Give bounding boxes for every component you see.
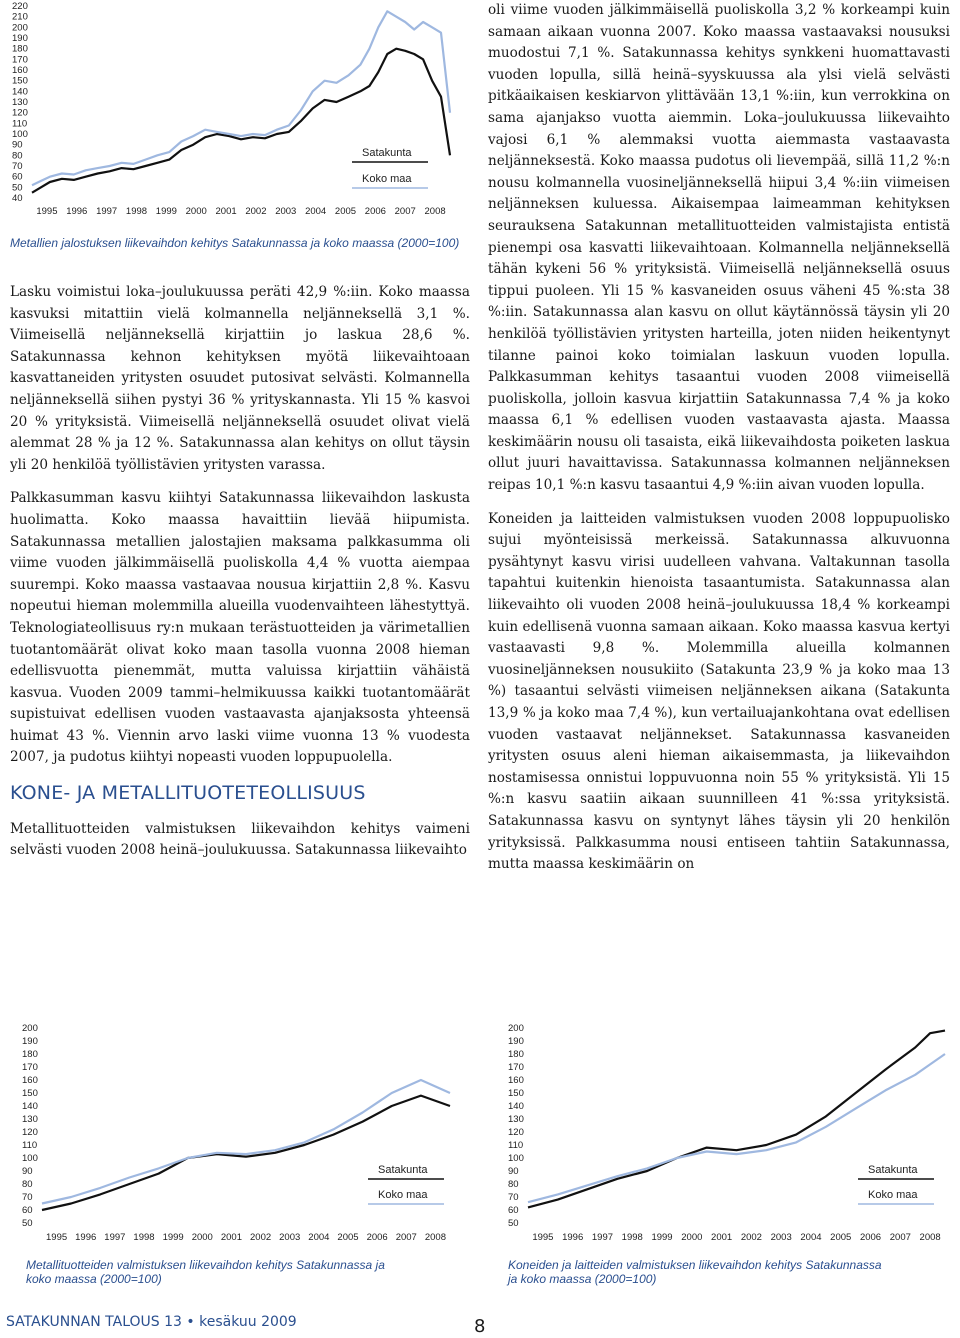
y-tick-label: 210 [12, 11, 28, 23]
y-tick-label: 130 [12, 97, 28, 108]
y-tick-label: 180 [22, 1049, 38, 1060]
chart-2-caption: Metallituotteiden valmistuksen liikevaihdon kehitys Satakunnassa ja koko maassa (2000=100) [26, 1258, 385, 1286]
x-tick-label: 1995 [46, 1232, 68, 1243]
y-tick-label: 110 [12, 118, 28, 130]
section-heading: KONE- JA METALLITUOTETEOLLISUUS [10, 782, 366, 805]
x-tick-label: 2007 [394, 206, 416, 217]
legend-label: Koko maa [868, 1189, 918, 1201]
x-tick-label: 2004 [305, 206, 327, 217]
publication-footer: SATAKUNNAN TALOUS 13 • kesäkuu 2009 [6, 1314, 297, 1330]
y-tick-label: 160 [22, 1075, 38, 1086]
y-tick-label: 80 [12, 150, 23, 162]
y-tick-label: 220 [12, 1, 28, 12]
y-tick-label: 150 [508, 1088, 524, 1099]
left-column [10, 282, 470, 874]
y-tick-label: 170 [22, 1062, 38, 1073]
y-tick-label: 120 [508, 1127, 524, 1138]
series-line-satakunta [32, 49, 450, 193]
y-tick-label: 100 [508, 1153, 524, 1164]
y-tick-label: 120 [22, 1127, 38, 1138]
x-tick-label: 2000 [681, 1232, 703, 1243]
x-tick-label: 2003 [279, 1232, 301, 1243]
x-tick-label: 1995 [36, 206, 58, 217]
x-tick-label: 2008 [424, 206, 446, 217]
y-tick-label: 140 [12, 86, 28, 98]
x-tick-label: 1997 [104, 1232, 126, 1243]
x-tick-label: 2008 [424, 1232, 446, 1243]
x-tick-label: 2000 [185, 206, 207, 217]
y-tick-label: 110 [508, 1140, 524, 1151]
x-tick-label: 1997 [96, 206, 118, 217]
x-tick-label: 2007 [889, 1232, 911, 1243]
right-paragraph-2: Koneiden ja laitteiden valmistuksen vuoden 2008 loppupuolisko sujui myönteisissä merkeissä. Satakunnassa alkuvuonna pysähtynyt kasvu virisi uudelleen vahvana. Valtakunnan tasolla tapahtui kuitenkin hienoista tasaantumista. Satakunnassa alan liikevaihto oli vuoden 2008 heinä–joulukuussa 18,4 % korkeampi kuin edellisenä vuonna samaan aikaan. Koko maassa kasvua kertyi vastaavasti 9,8 %. Molemmilla alueilla kolmannen vuosineljänneksen nousukiito (Satakunta 23,9 % ja koko maa 13 %) tasaantui selvästi viimeisen neljänneksen aikana (Satakunta 13,9 % ja koko maa 7,4 %), kun vertailuajankohtana ovat edellisen vuoden vastaavat neljännekset. Satakunnassa kasvaneiden yritysten osuus aleni hieman aikaisemmasta, ja liikevaihdon nostamisessa onnistui loppuvuonna noin 55 % yrityksistä. Yli 15 %:n kasvu saatiin aikaan suunnilleen 41 %:ssa yrityksistä. Satakunnassa kasvu on syntynyt lähes täysin yli 20 henkilön yrityksissä. Palkkasumma nousi entiseen tahtiin Satakunnassa, mutta maassa keskimäärin on [488, 510, 950, 873]
x-tick-label: 1999 [155, 206, 177, 217]
x-tick-label: 1996 [66, 206, 88, 217]
y-tick-label: 200 [508, 1023, 524, 1034]
series-line-koko-maa [32, 11, 450, 185]
x-tick-label: 2007 [395, 1232, 417, 1243]
x-tick-label: 2000 [191, 1232, 213, 1243]
x-tick-label: 1998 [621, 1232, 643, 1243]
y-tick-label: 90 [508, 1166, 519, 1177]
y-tick-label: 160 [12, 65, 28, 76]
y-tick-label: 180 [12, 43, 28, 55]
y-tick-label: 50 [508, 1218, 519, 1229]
x-tick-label: 2006 [859, 1232, 882, 1243]
y-tick-label: 200 [12, 22, 28, 34]
page-number: 8 [474, 1316, 486, 1337]
x-tick-label: 2005 [337, 1232, 359, 1243]
x-tick-label: 2002 [250, 1232, 272, 1243]
y-tick-label: 50 [12, 182, 23, 194]
x-tick-label: 2003 [770, 1232, 792, 1243]
y-tick-label: 70 [22, 1192, 33, 1203]
y-tick-label: 190 [22, 1036, 38, 1047]
y-tick-label: 70 [508, 1192, 519, 1203]
x-tick-label: 1998 [133, 1232, 155, 1243]
x-tick-label: 2005 [830, 1232, 852, 1243]
x-tick-label: 2005 [334, 206, 357, 217]
y-tick-label: 170 [12, 54, 28, 66]
x-tick-label: 2006 [366, 1232, 388, 1243]
legend-label: Koko maa [362, 173, 412, 185]
x-tick-label: 2004 [800, 1232, 822, 1243]
x-tick-label: 1998 [125, 206, 148, 217]
y-tick-label: 40 [12, 193, 23, 204]
x-tick-label: 2001 [220, 1232, 242, 1243]
y-tick-label: 120 [12, 107, 28, 119]
chart-3 [490, 1020, 955, 1250]
y-tick-label: 70 [12, 161, 23, 172]
legend-label: Satakunta [362, 147, 412, 159]
chart-3-plot [508, 1023, 945, 1243]
x-tick-label: 2006 [364, 206, 386, 217]
y-tick-label: 50 [22, 1218, 33, 1229]
x-tick-label: 1997 [591, 1232, 614, 1243]
x-tick-label: 1999 [162, 1232, 184, 1243]
y-tick-label: 170 [508, 1062, 524, 1073]
y-tick-label: 80 [22, 1179, 33, 1190]
series-line-koko-maa [528, 1054, 945, 1202]
left-paragraph-1: Lasku voimistui loka–joulukuussa peräti 42,9 %:iin. Koko maassa kasvuksi mitattiin vielä kolmannella neljänneksellä 3,1 %. Viimeisellä neljänneksellä kirjattiin jo laskua 28,6 %. Satakunnassa kehnon kehityksen myötä liikevaihtoaan kasvattaneiden yritysten osuudet putosivat selvästi. Kolmannella neljänneksellä siihen pystyi 36 % yrityskannasta. Yli 15 % kasvoi 20 % yrityksistä. Viimeisellä neljänneksellä osuudet olivat vielä alemmat 28 % ja 12 %. Satakunnassa alan kehitys on ollut täysin yli 20 henkilöä työllistävien yritysten varassa. [10, 284, 470, 473]
y-tick-label: 90 [22, 1166, 33, 1177]
chart-2-plot [22, 1023, 450, 1243]
chart-1-caption: Metallien jalostuksen liikevaihdon kehitys Satakunnassa ja koko maassa (2000=100) [10, 236, 460, 250]
x-tick-label: 2002 [245, 206, 267, 217]
y-tick-label: 110 [22, 1140, 38, 1151]
legend-label: Koko maa [378, 1189, 428, 1201]
chart-1-plot [12, 1, 450, 217]
y-tick-label: 180 [508, 1049, 524, 1060]
x-tick-label: 1996 [75, 1232, 97, 1243]
y-tick-label: 60 [12, 171, 23, 183]
y-tick-label: 190 [508, 1036, 524, 1047]
y-tick-label: 90 [12, 139, 23, 151]
y-tick-label: 60 [508, 1205, 519, 1216]
x-tick-label: 1995 [532, 1232, 554, 1243]
y-tick-label: 100 [12, 129, 28, 140]
x-tick-label: 2003 [275, 206, 297, 217]
y-tick-label: 150 [22, 1088, 38, 1099]
series-line-koko-maa [42, 1080, 450, 1204]
x-tick-label: 2004 [308, 1232, 330, 1243]
chart-2 [0, 1020, 470, 1250]
y-tick-label: 160 [508, 1075, 524, 1086]
y-tick-label: 140 [22, 1101, 38, 1112]
y-tick-label: 130 [508, 1114, 524, 1125]
y-tick-label: 130 [22, 1114, 38, 1125]
legend-label: Satakunta [378, 1164, 428, 1176]
x-tick-label: 2008 [919, 1232, 941, 1243]
x-tick-label: 2002 [740, 1232, 762, 1243]
x-tick-label: 2001 [711, 1232, 733, 1243]
y-tick-label: 140 [508, 1101, 524, 1112]
y-tick-label: 190 [12, 33, 28, 44]
y-tick-label: 150 [12, 75, 28, 87]
chart-1 [0, 0, 470, 226]
y-tick-label: 200 [22, 1023, 38, 1034]
series-line-satakunta [528, 1031, 945, 1208]
x-tick-label: 2001 [215, 206, 237, 217]
x-tick-label: 1999 [651, 1232, 673, 1243]
y-tick-label: 60 [22, 1205, 33, 1216]
y-tick-label: 80 [508, 1179, 519, 1190]
legend-label: Satakunta [868, 1164, 918, 1176]
left-paragraph-3: Metallituotteiden valmistuksen liikevaihdon kehitys vaimeni selvästi vuoden 2008 heinä–joulukuussa. Satakunnassa liikevaihto [10, 820, 470, 859]
right-paragraph-1: oli viime vuoden jälkimmäisellä puoliskolla 3,2 % korkeampi kuin samaan aikaan vuonna 2007. Koko maassa vastaavaksi nousuksi muodostui 7,1 %. Satakunnassa kehitys synkkeni huomattavasti vuoden lopulla, sillä heinä–syyskuussa ala ylsi vielä selvästi pitkäaikaisen keskiarvon ylittävään 13,1 %:iin, kun verrokkina on sama ajanjakso vuotta aiemmin. Loka–joulukuussa liikevaihto vajosi 6,1 % alemmaksi vuotta aiemmasta vastaavasta neljänneksestä. Koko maassa pudotus oli lievempää, sillä 11,2 %:n nousu kolmannella vuosineljänneksellä hiipui 3,4 %:iin viimeisen neljänneksen kuluessa. Aikaisempaa laimeamman kehityksen seurauksena Satakunnan metallituotteiden valmistajista entistä pienempi osa kasvatti liikevaihtoaan. Kolmannella neljänneksellä tähän kykeni 56 % yrityksistä. Viimeisellä neljänneksellä osuus tippui puoleen. Yli 15 % kasvaneiden osuus väheni 45 %:sta 38 %:iin. Satakunnassa alan kasvu on ollut käytännössä täysin yli 20 henkilöä työllistävien yritysten harteilla, joten niiden heikentynyt tilanne painoi koko toimialan laskuun vuoden lopulla. Palkkasumman kehitys tasaantui vuoden 2008 viimeisellä puoliskolla, jolloin kasvua kirjattiin Satakunnassa 7,4 % ja koko maassa 6,1 % edellisen vuoden vastaavasta ajasta. Maassa keskimäärin nousu oli tasaista, eikä liikevaihdosta poiketen laskua ollut juuri havaittavissa. Satakunnassa kolmannen neljänneksen reipas 10,1 %:n kasvu tasaantui 4,9 %:iin aivan vuoden lopulla. [488, 2, 950, 494]
left-paragraph-2: Palkkasumman kasvu kiihtyi Satakunnassa liikevaihdon laskusta huolimatta. Koko maassa havaittiin lievää hiipumista. Satakunnassa metallien jalostajien maksama palkkasumma oli viime vuoden jälkimmäisellä puoliskolla 4,4 % vuotta aiempaa suurempi. Koko maassa vastaavaa nousua kirjattiin 2,8 %. Kasvu nopeutui hieman molemmilla alueilla vuodenvaihteen lähestyttyä. Teknologiateollisuus ry:n mukaan terästuotteiden ja värimetallien tuotantomäärät olivat koko maan tasolla vuonna 2008 hieman edellisvuotta pienemmät, mutta valuissa kirjattiin vähäistä kasvua. Vuoden 2009 tammi–helmikuussa kaikki tuotantomäärät supistuivat edellisen vuoden vastaavasta ajanjaksosta yhteensä huimat 43 %. Viennin arvo laski viime vuonna 13 % vuodesta 2007, ja pudotus kiihtyi nopeasti vuoden loppupuolella. [10, 490, 470, 766]
x-tick-label: 1996 [562, 1232, 584, 1243]
y-tick-label: 100 [22, 1153, 38, 1164]
right-column [488, 0, 950, 888]
chart-3-caption: Koneiden ja laitteiden valmistuksen liikevaihdon kehitys Satakunnassa ja koko maassa (2000=100) [508, 1258, 882, 1286]
